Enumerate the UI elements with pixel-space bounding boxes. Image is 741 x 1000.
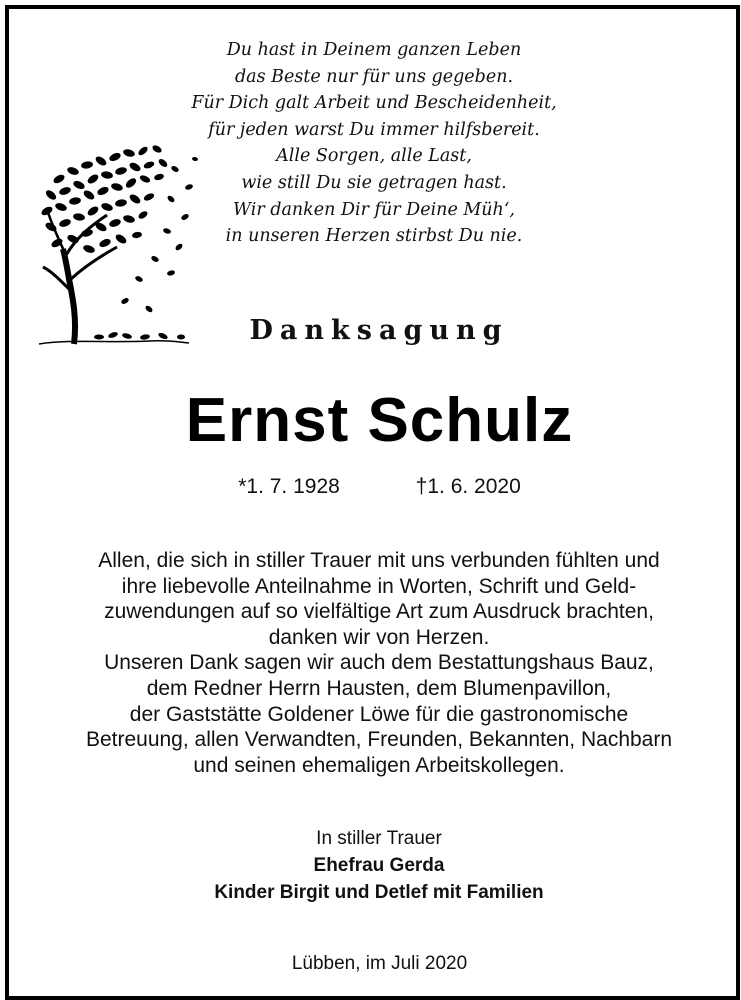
obituary-frame (5, 5, 740, 1000)
thanks-line: dem Redner Herrn Hausten, dem Blumenpavillon, (146, 676, 612, 700)
poem-line: Alle Sorgen, alle Last, (276, 146, 472, 167)
poem-line: wie still Du sie getragen hast. (241, 172, 507, 193)
thanks-line: und seinen ehemaligen Arbeitskollegen. (193, 753, 565, 777)
heading-danksagung: Danksagung (249, 315, 509, 346)
poem-line: in unseren Herzen stirbst Du nie. (225, 226, 523, 247)
life-dates (9, 475, 741, 499)
death-date: †1. 6. 2020 (415, 475, 521, 498)
thanks-line: Unseren Dank sagen wir auch dem Bestattungshaus Bauz, (104, 651, 654, 675)
thanks-line: der Gaststätte Goldener Löwe für die gastronomische (129, 702, 629, 726)
thanks-text (29, 548, 729, 778)
poem-line: Wir danken Dir für Deine Müh‘, (233, 199, 515, 220)
signature-block (29, 825, 729, 906)
poem-line: Du hast in Deinem ganzen Leben (226, 40, 522, 60)
signature-intro: In stiller Trauer (316, 828, 442, 849)
poem (169, 37, 579, 250)
signature-spouse: Ehefrau Gerda (313, 855, 445, 876)
thanks-line: Allen, die sich in stiller Trauer mit uns verbunden fühlten und (98, 549, 660, 572)
place-date: Lübben, im Juli 2020 (291, 953, 468, 974)
deceased-name: Ernst Schulz (185, 386, 574, 455)
poem-line: für jeden warst Du immer hilfsbereit. (208, 119, 540, 140)
poem-line: das Beste nur für uns gegeben. (234, 66, 514, 87)
thanks-line: ihre liebevolle Anteilnahme in Worten, Schrift und Geld- (121, 574, 637, 598)
thanks-line: Betreuung, allen Verwandten, Freunden, Bekannten, Nachbarn (85, 728, 673, 752)
birth-date: *1. 7. 1928 (238, 475, 340, 498)
poem-line: Für Dich galt Arbeit und Bescheidenheit, (191, 93, 557, 114)
signature-children: Kinder Birgit und Detlef mit Familien (214, 882, 544, 903)
thanks-line: danken wir von Herzen. (268, 625, 490, 649)
thanks-line: zuwendungen auf so vielfältige Art zum Ausdruck brachten, (104, 600, 654, 624)
